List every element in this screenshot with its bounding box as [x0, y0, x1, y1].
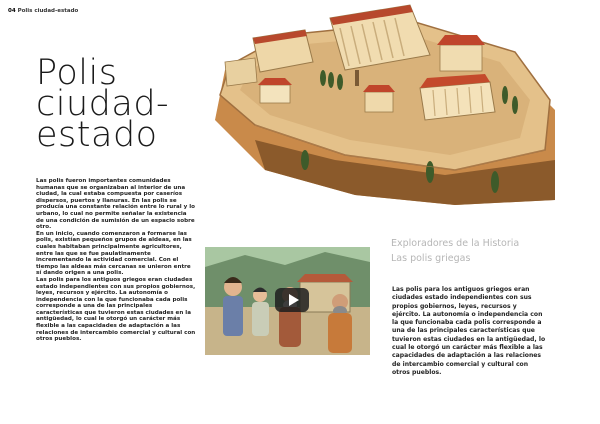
building-red-1 [260, 85, 290, 103]
page-title [36, 53, 170, 155]
paragraph-2: En un inicio, cuando comenzaron a formarse las polis, existían pequeños grupos de aldeas, en las cuales habitaban principalmente agricultores, entre las que se fue paulatinamente incrementando la actividad comercial. Con el tiempo las aldeas más cercanas se unieron entre sí dando origen a una polis. [36, 230, 192, 277]
play-button[interactable] [275, 288, 309, 312]
character-1 [223, 277, 243, 336]
play-icon [289, 294, 299, 306]
video-subtitle-line-1: Exploradores de la Historia [391, 238, 520, 249]
section-title: Polis ciudad-estado [17, 8, 79, 14]
paragraph-3: Las polis para los antiguos griegos eran ciudades estado independientes con sus propios gobiernos, leyes, recursos y ejército. La autonomía o independencia con la que funcionaba cada polis corresponde a una de las principales características que tuvieron estas ciudades en la antigüedad, lo cual le otorgó un carácter más flexible a las capacidades de adaptación a las relaciones de intercambio comercial y cultural con otros pueblos. [36, 276, 196, 343]
title-line-3: estado [36, 115, 158, 155]
acropolis-illustration [205, 0, 565, 212]
athena-statue [355, 70, 359, 86]
paragraph-1: Las polis fueron importantes comunidades humanas que se organizaban al interior de una ciudad, la cual estaba compuesta por caseríos dispersos, puertos y llanuras. En las polis se producía una constante relación entre lo rural y lo urbano, lo cual no permite señalar la existencia de una condición de sumisión de un espacio sobre otro. [36, 178, 195, 231]
page-header [8, 8, 78, 14]
left-text-column [36, 178, 196, 343]
building-red-2 [440, 45, 482, 71]
character-2 [252, 288, 269, 337]
video-subtitle-line-2: Las polis griegas [391, 253, 471, 264]
page-number: 04 [8, 8, 16, 14]
right-text-column: Las polis para los antiguos griegos eran ciudades estado independientes con sus propios gobiernos, leyes, recursos y ejército. La autonomía o independencia con la que funcionaba cada polis corresponde a una de las principales características que tuvieron estas ciudades en la antigüedad, lo cual le otorgó un carácter más flexible a las capacidades de adaptación a las relaciones de intercambio comercial y cultural con otros pueblos. [392, 286, 546, 376]
building-small [365, 92, 393, 112]
title-line-2: ciudad- [36, 84, 170, 124]
video-player[interactable] [205, 247, 370, 355]
title-line-1: Polis [36, 53, 118, 93]
video-subtitle [391, 236, 519, 266]
erechtheion [420, 74, 495, 120]
